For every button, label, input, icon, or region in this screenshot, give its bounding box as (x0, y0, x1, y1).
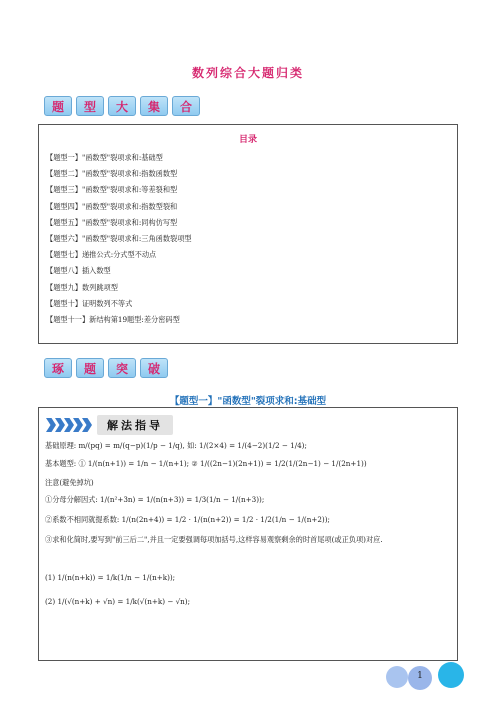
toc-item[interactable]: 【题型四】"函数型"裂项求和:指数型裂和 (46, 201, 178, 211)
toc-item[interactable]: 【题型八】插入数型 (46, 266, 111, 276)
toc-item[interactable]: 【题型九】数列跳项型 (46, 282, 118, 292)
page-number: 1 (417, 671, 423, 681)
banner-cell: 合 (172, 96, 200, 116)
decor-circle (438, 662, 464, 688)
tip-summation-line: ③求和化简时,要写到"前三后二",并且一定要强调每项加括号,这样容易观察剩余的时首尾项(或正负项)对应. (45, 535, 383, 544)
method-header (46, 415, 173, 435)
table-of-contents (38, 124, 458, 344)
basic-types-line: 基本题型: ① 1/(n(n+1)) = 1/n − 1/(n+1); ② 1/((2n−1)(2n+1)) = 1/2(1/(2n−1) − 1/(2n+1)) (45, 459, 367, 468)
banner-cell: 集 (140, 96, 168, 116)
banner-cell: 题 (76, 358, 104, 378)
chevron-right-icon (46, 418, 56, 432)
banner-cell: 题 (44, 96, 72, 116)
chevron-right-icon (64, 418, 74, 432)
banner-breakthrough (44, 358, 168, 378)
toc-item[interactable]: 【题型十一】新结构第19题型:差分密码型 (46, 314, 180, 324)
caution-heading: 注意(避免掉坑) (45, 478, 94, 487)
tip-coefficient-line: ②系数不相同就提系数: 1/(n(2n+4)) = 1/2 · 1/(n(n+2)) = 1/2 · 1/2(1/n − 1/(n+2)); (45, 515, 330, 524)
toc-heading: 目录 (238, 135, 257, 145)
toc-item[interactable]: 【题型二】"函数型"裂项求和:指数函数型 (46, 169, 178, 179)
section-title: 【题型一】"函数型"裂项求和:基础型 (169, 396, 327, 407)
toc-item[interactable]: 【题型五】"函数型"裂项求和:同构仿写型 (46, 217, 178, 227)
toc-item[interactable]: 【题型三】"函数型"裂项求和:等差裂和型 (46, 185, 178, 195)
banner-cell: 破 (140, 358, 168, 378)
document-title: 数列综合大题归类 (191, 66, 304, 80)
banner-question-types (44, 96, 200, 116)
chevron-right-icon (73, 418, 83, 432)
formula-one: (1) 1/(n(n+k)) = 1/k(1/n − 1/(n+k)); (45, 573, 176, 582)
principle-line: 基础原理: m/(pq) = m/(q−p)(1/p − 1/q), 如: 1/(2×4) = 1/(4−2)(1/2 − 1/4); (45, 441, 307, 450)
toc-item[interactable]: 【题型一】"函数型"裂项求和:基础型 (46, 153, 163, 162)
chevron-right-icon (55, 418, 65, 432)
chevron-right-icon (82, 418, 92, 432)
method-guide-box (38, 407, 458, 661)
banner-cell: 大 (108, 96, 136, 116)
formula-two: (2) 1/(√(n+k) + √n) = 1/k(√(n+k) − √n); (45, 597, 191, 606)
toc-item[interactable]: 【题型十】证明数列不等式 (46, 298, 133, 308)
toc-item[interactable]: 【题型六】"函数型"裂项求和:三角函数裂项型 (46, 233, 192, 243)
toc-list (46, 150, 192, 328)
tip-factor-line: ①分母分解因式: 1/(n²+3n) = 1/(n(n+3)) = 1/3(1/n − 1/(n+3)); (45, 495, 265, 504)
decor-circle (386, 666, 408, 688)
banner-cell: 突 (108, 358, 136, 378)
banner-cell: 型 (76, 96, 104, 116)
page-number-decoration (386, 666, 466, 702)
banner-cell: 琢 (44, 358, 72, 378)
method-label: 解法指导 (97, 415, 173, 435)
toc-item[interactable]: 【题型七】递推公式:分式型不动点 (46, 250, 157, 260)
